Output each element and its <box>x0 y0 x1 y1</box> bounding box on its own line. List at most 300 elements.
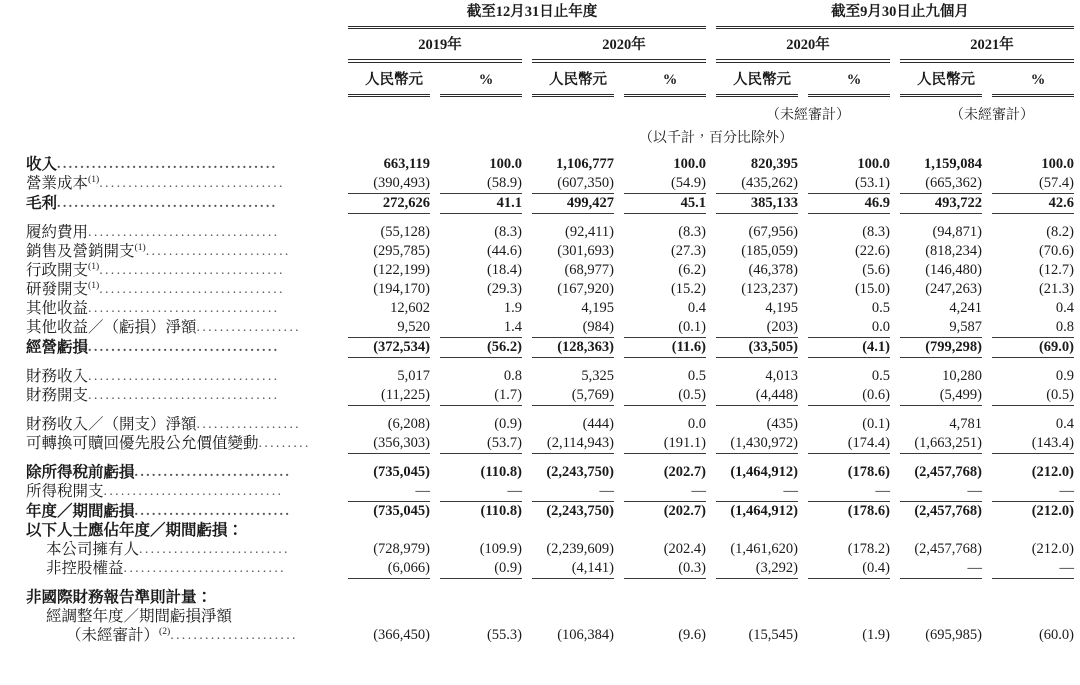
row-label-text: 行政開支 <box>26 262 89 280</box>
cell-value: 0.5 <box>871 300 890 317</box>
cell-value: (202.4) <box>663 541 706 558</box>
year-title-2020-fy: 2020年 <box>602 37 646 54</box>
spacer-cell <box>900 358 992 367</box>
cell-value: 42.6 <box>1048 195 1074 212</box>
row-label-text: 經調整年度／期間虧損淨額 <box>46 608 233 626</box>
cell-value: (6,066) <box>387 560 430 577</box>
cell-value: (799,298) <box>925 339 982 356</box>
cell-value: (167,920) <box>557 281 614 298</box>
spacer-cell <box>348 454 440 463</box>
spacer-cell <box>440 358 532 367</box>
spacer-cell <box>992 358 1080 367</box>
cell-value <box>808 521 900 540</box>
cell-value: (247,263) <box>925 281 982 298</box>
cell-value: 4,013 <box>765 368 798 385</box>
leader-dots: ...................... <box>170 628 298 644</box>
spacer-cell <box>532 358 624 367</box>
row-label <box>0 194 348 213</box>
cell-value: 0.0 <box>687 416 706 433</box>
unaudited-spacer-fy2 <box>532 97 716 124</box>
cell-value <box>992 588 1080 607</box>
cell-value: (212.0) <box>1031 541 1074 558</box>
cell-value: (6,208) <box>387 416 430 433</box>
cell-value: — <box>967 483 982 500</box>
cell-value <box>900 607 992 626</box>
row-label-text: 營業成本 <box>26 175 89 193</box>
spacer-cell <box>900 214 992 223</box>
cell-value: (0.5) <box>1046 387 1074 404</box>
row-label <box>0 386 348 405</box>
cell-value: 499,427 <box>566 195 614 212</box>
spacer-cell <box>624 454 716 463</box>
cell-value: 0.5 <box>687 368 706 385</box>
cell-value <box>624 607 716 626</box>
group-title-fy: 截至12月31日止年度 <box>466 4 598 20</box>
spacer-cell <box>532 214 624 223</box>
cell-value: (0.5) <box>678 387 706 404</box>
cell-value <box>992 521 1080 540</box>
spacer-cell <box>716 358 808 367</box>
cell-value: (984) <box>582 319 614 336</box>
cell-value <box>348 607 440 626</box>
cell-value: (1,464,912) <box>730 503 798 520</box>
cell-value: 100.0 <box>673 156 706 173</box>
spacer-cell <box>0 454 348 463</box>
table-row <box>0 386 1080 405</box>
col-title-rmb-4: 人民幣元 <box>917 71 975 88</box>
cell-value: (695,985) <box>925 627 982 644</box>
leader-dots: ................................. <box>88 388 280 404</box>
row-spacer <box>0 214 1080 223</box>
cell-value: (185,059) <box>741 243 798 260</box>
cell-value: 385,133 <box>750 195 798 212</box>
cell-value: (122,199) <box>373 262 430 279</box>
cell-value: (390,493) <box>373 175 430 192</box>
col-title-pct-1: % <box>478 71 494 88</box>
leader-dots: ................................ <box>99 176 285 192</box>
cell-value: 45.1 <box>680 195 706 212</box>
spacer-cell <box>440 214 532 223</box>
spacer-cell <box>992 454 1080 463</box>
units-spacer-label <box>0 124 348 155</box>
table-row <box>0 434 1080 453</box>
cell-value: (5,769) <box>571 387 614 404</box>
table-row <box>0 242 1080 261</box>
row-label-text: 財務收入／（開支）淨額 <box>26 416 197 434</box>
cell-value: (435,262) <box>741 175 798 192</box>
spacer-cell <box>0 358 348 367</box>
row-label-footnote-marker: (1) <box>88 280 100 292</box>
cell-value: (0.1) <box>862 416 890 433</box>
row-label-text: 履約費用 <box>26 224 89 242</box>
cell-value: (60.0) <box>1038 627 1074 644</box>
row-label <box>0 174 348 193</box>
cell-value: (109.9) <box>479 541 522 558</box>
cell-value: 493,722 <box>934 195 982 212</box>
row-label <box>0 280 348 299</box>
cell-value: (2,239,609) <box>546 541 614 558</box>
cell-value: (2,243,750) <box>546 503 614 520</box>
cell-value: (4,141) <box>571 560 614 577</box>
cell-value: (444) <box>582 416 614 433</box>
table-row <box>0 502 1080 521</box>
cell-value: (15.2) <box>670 281 706 298</box>
table-row <box>0 174 1080 193</box>
col-title-rmb-1: 人民幣元 <box>365 71 423 88</box>
table-row <box>0 482 1080 501</box>
spacer-cell <box>624 406 716 415</box>
col-title-rmb-2: 人民幣元 <box>549 71 607 88</box>
cell-value: — <box>875 483 890 500</box>
cell-value: (735,045) <box>373 503 430 520</box>
leader-dots: ...................................... <box>57 196 278 212</box>
header-units-row <box>0 124 1080 155</box>
row-label <box>0 155 348 174</box>
row-label-footnote-marker: (1) <box>88 174 100 186</box>
cell-value: (5.6) <box>862 262 890 279</box>
cell-value: (1,430,972) <box>730 435 798 452</box>
cell-value: (818,234) <box>925 243 982 260</box>
cell-value: (194,170) <box>373 281 430 298</box>
cell-value: 1,106,777 <box>556 156 614 173</box>
cell-value: — <box>967 560 982 577</box>
row-label <box>0 242 348 261</box>
cell-value: 0.4 <box>1055 416 1074 433</box>
cell-value: 272,626 <box>382 195 430 212</box>
cell-value: (366,450) <box>373 627 430 644</box>
cell-value: (2,457,768) <box>914 464 982 481</box>
spacer-cell <box>716 454 808 463</box>
row-spacer <box>0 454 1080 463</box>
row-label <box>0 299 348 318</box>
cell-value: (665,362) <box>925 175 982 192</box>
leader-dots: ......... <box>258 436 311 452</box>
cell-value: (106,384) <box>557 627 614 644</box>
cell-value: (57.4) <box>1038 175 1074 192</box>
cell-value <box>808 588 900 607</box>
row-label <box>0 559 348 578</box>
leader-dots: ................................ <box>99 282 285 298</box>
row-label-text: 非國際財務報告準則計量： <box>26 589 213 607</box>
cell-value: (2,114,943) <box>546 435 614 452</box>
cell-value: (146,480) <box>925 262 982 279</box>
cell-value: 820,395 <box>750 156 798 173</box>
year-title-2019: 2019年 <box>418 37 462 54</box>
table-row <box>0 318 1080 337</box>
leader-dots: ................................. <box>88 340 280 356</box>
row-label <box>0 338 348 357</box>
row-label <box>0 318 348 337</box>
cell-value: (21.3) <box>1038 281 1074 298</box>
spacer-cell <box>900 406 992 415</box>
row-label <box>0 463 348 482</box>
spacer-cell <box>716 214 808 223</box>
spacer-cell <box>808 454 900 463</box>
row-label-text: 收入 <box>26 156 58 174</box>
row-label <box>0 367 348 386</box>
row-label <box>0 223 348 242</box>
cell-value: (33,505) <box>748 339 798 356</box>
cell-value: 5,017 <box>397 368 430 385</box>
cell-value: (3,292) <box>755 560 798 577</box>
leader-dots: .......................... <box>139 542 290 558</box>
cell-value: (435) <box>766 416 798 433</box>
row-label-text: 其他收益／（虧損）淨額 <box>26 319 197 337</box>
cell-value: 0.8 <box>503 368 522 385</box>
cell-value: 100.0 <box>489 156 522 173</box>
spacer-cell <box>900 579 992 588</box>
row-label-footnote-marker: (1) <box>88 261 100 273</box>
row-label-footnote-marker: (2) <box>159 626 171 638</box>
unaudited-spacer-label <box>0 97 348 124</box>
cell-value: (0.4) <box>862 560 890 577</box>
cell-value: (728,979) <box>373 541 430 558</box>
col-spacer-label <box>0 63 348 94</box>
cell-value <box>440 521 532 540</box>
table-row <box>0 540 1080 559</box>
cell-value: (2,457,768) <box>914 541 982 558</box>
cell-value: (1,663,251) <box>914 435 982 452</box>
cell-value: (0.9) <box>494 416 522 433</box>
cell-value <box>900 521 992 540</box>
row-label-footnote-marker: (1) <box>134 242 146 254</box>
cell-value: (178.6) <box>847 464 890 481</box>
cell-value: (53.7) <box>486 435 522 452</box>
cell-value: — <box>507 483 522 500</box>
header-column-titles-row <box>0 63 1080 94</box>
leader-dots: .................. <box>196 320 301 336</box>
unaudited-spacer-fy <box>348 97 532 124</box>
cell-value: (44.6) <box>486 243 522 260</box>
col-title-pct-3: % <box>846 71 862 88</box>
cell-value: 663,119 <box>383 156 430 173</box>
row-label <box>0 434 348 453</box>
spacer-cell <box>0 406 348 415</box>
leader-dots: ...................................... <box>57 157 278 173</box>
row-label <box>0 626 348 645</box>
row-label-text: 其他收益 <box>26 300 89 318</box>
cell-value: (203) <box>766 319 798 336</box>
spacer-cell <box>624 579 716 588</box>
row-spacer <box>0 579 1080 588</box>
cell-value: (174.4) <box>847 435 890 452</box>
cell-value: (212.0) <box>1031 464 1074 481</box>
leader-dots: ............................ <box>123 561 286 577</box>
leader-dots: ............................... <box>103 484 284 500</box>
table-row <box>0 223 1080 242</box>
units-note: （以千計，百分比除外） <box>639 131 793 147</box>
cell-value: (178.2) <box>847 541 890 558</box>
cell-value <box>624 521 716 540</box>
row-label <box>0 415 348 434</box>
spacer-cell <box>716 406 808 415</box>
cell-value: (46,378) <box>748 262 798 279</box>
cell-value: (53.1) <box>854 175 890 192</box>
cell-value <box>716 521 808 540</box>
cell-value: 0.0 <box>871 319 890 336</box>
spacer-cell <box>808 406 900 415</box>
cell-value: (70.6) <box>1038 243 1074 260</box>
cell-value: (178.6) <box>847 503 890 520</box>
col-title-pct-4: % <box>1030 71 1046 88</box>
table-row <box>0 280 1080 299</box>
cell-value: (1.9) <box>862 627 890 644</box>
cell-value: (1,464,912) <box>730 464 798 481</box>
spacer-cell <box>532 406 624 415</box>
table-row <box>0 155 1080 174</box>
cell-value: — <box>783 483 798 500</box>
cell-value: 100.0 <box>1041 156 1074 173</box>
cell-value: (67,956) <box>748 224 798 241</box>
cell-value: 0.8 <box>1055 319 1074 336</box>
cell-value: 1.4 <box>503 319 522 336</box>
cell-value: (1,461,620) <box>730 541 798 558</box>
cell-value: (54.9) <box>670 175 706 192</box>
cell-value <box>440 607 532 626</box>
cell-value: (301,693) <box>557 243 614 260</box>
spacer-cell <box>0 579 348 588</box>
year-title-2021-9m: 2021年 <box>970 37 1014 54</box>
spacer-cell <box>808 214 900 223</box>
row-label <box>0 502 348 521</box>
cell-value <box>532 521 624 540</box>
col-title-rmb-3: 人民幣元 <box>733 71 791 88</box>
spacer-cell <box>992 406 1080 415</box>
cell-value: 4,195 <box>765 300 798 317</box>
row-label-text: 毛利 <box>26 195 58 213</box>
table-row <box>0 588 1080 607</box>
cell-value: (212.0) <box>1031 503 1074 520</box>
cell-value: (4.1) <box>862 339 890 356</box>
header-unaudited-row <box>0 97 1080 124</box>
cell-value: 0.9 <box>1055 368 1074 385</box>
cell-value: (22.6) <box>854 243 890 260</box>
spacer-cell <box>624 358 716 367</box>
cell-value: 46.9 <box>864 195 890 212</box>
leader-dots: ................................ <box>99 263 285 279</box>
cell-value: (191.1) <box>663 435 706 452</box>
cell-value: (92,411) <box>565 224 614 241</box>
cell-value: (6.2) <box>678 262 706 279</box>
cell-value: (8.3) <box>862 224 890 241</box>
row-spacer <box>0 406 1080 415</box>
leader-dots: ................................. <box>88 301 280 317</box>
cell-value <box>624 588 716 607</box>
row-label-text: 財務收入 <box>26 368 89 386</box>
cell-value: (295,785) <box>373 243 430 260</box>
cell-value: (735,045) <box>373 464 430 481</box>
cell-value: (123,237) <box>741 281 798 298</box>
unaudited-note-2021-9m: （未經審計） <box>950 108 1034 124</box>
leader-dots: .................. <box>196 417 301 433</box>
cell-value <box>808 607 900 626</box>
cell-value <box>716 588 808 607</box>
cell-value: (0.1) <box>678 319 706 336</box>
cell-value: (69.0) <box>1038 339 1074 356</box>
spacer-cell <box>440 579 532 588</box>
cell-value: 10,280 <box>942 368 982 385</box>
cell-value: (110.8) <box>480 464 522 481</box>
table-row <box>0 626 1080 645</box>
cell-value <box>992 607 1080 626</box>
cell-value: (12.7) <box>1038 262 1074 279</box>
cell-value: (128,363) <box>557 339 614 356</box>
spacer-cell <box>532 579 624 588</box>
spacer-cell <box>348 358 440 367</box>
cell-value: (5,499) <box>939 387 982 404</box>
cell-value: 12,602 <box>390 300 430 317</box>
cell-value: (27.3) <box>670 243 706 260</box>
header-group-titles-row <box>0 0 1080 26</box>
leader-dots: ........................... <box>134 465 292 481</box>
cell-value: (94,871) <box>932 224 982 241</box>
cell-value: (607,350) <box>557 175 614 192</box>
row-label <box>0 482 348 501</box>
spacer-cell <box>440 454 532 463</box>
cell-value: 9,587 <box>949 319 982 336</box>
table-row <box>0 463 1080 482</box>
cell-value <box>716 607 808 626</box>
cell-value: (8.3) <box>494 224 522 241</box>
row-label-text: 銷售及營銷開支 <box>26 243 135 261</box>
cell-value: (55.3) <box>486 627 522 644</box>
col-title-pct-2: % <box>662 71 678 88</box>
leader-dots: ................................. <box>88 369 280 385</box>
spacer-cell <box>808 358 900 367</box>
cell-value: 41.1 <box>496 195 522 212</box>
cell-value: (0.3) <box>678 560 706 577</box>
group-title-9m: 截至9月30日止九個月 <box>831 4 969 20</box>
cell-value: 1,159,084 <box>924 156 982 173</box>
cell-value: (372,534) <box>373 339 430 356</box>
cell-value <box>532 588 624 607</box>
cell-value: (11.6) <box>671 339 706 356</box>
cell-value: 0.5 <box>871 368 890 385</box>
spacer-cell <box>716 579 808 588</box>
cell-value: (202.7) <box>663 464 706 481</box>
cell-value <box>900 588 992 607</box>
cell-value: (0.6) <box>862 387 890 404</box>
header-corner-blank <box>0 0 348 26</box>
row-label <box>0 540 348 559</box>
cell-value: — <box>691 483 706 500</box>
cell-value: 0.4 <box>687 300 706 317</box>
unaudited-note-2020-9m: （未經審計） <box>766 108 850 124</box>
cell-value: — <box>1059 560 1074 577</box>
row-label <box>0 607 348 626</box>
table-row <box>0 194 1080 213</box>
cell-value: (18.4) <box>486 262 522 279</box>
row-label-text: 以下人士應佔年度／期間虧損： <box>26 522 244 540</box>
year-spacer-label <box>0 29 348 59</box>
year-title-2020-9m: 2020年 <box>786 37 830 54</box>
cell-value <box>532 607 624 626</box>
spacer-cell <box>900 454 992 463</box>
table-row <box>0 299 1080 318</box>
spacer-cell <box>992 214 1080 223</box>
leader-dots: ................................. <box>88 225 280 241</box>
table-row <box>0 338 1080 357</box>
cell-value: (2,457,768) <box>914 503 982 520</box>
row-label-text: 年度／期間虧損 <box>26 503 135 521</box>
row-label-text: 非控股權益 <box>46 560 124 578</box>
cell-value: (29.3) <box>486 281 522 298</box>
spacer-cell <box>992 579 1080 588</box>
row-label-text: 除所得稅前虧損 <box>26 464 135 482</box>
cell-value: (0.9) <box>494 560 522 577</box>
cell-value: (58.9) <box>486 175 522 192</box>
cell-value: (110.8) <box>480 503 522 520</box>
